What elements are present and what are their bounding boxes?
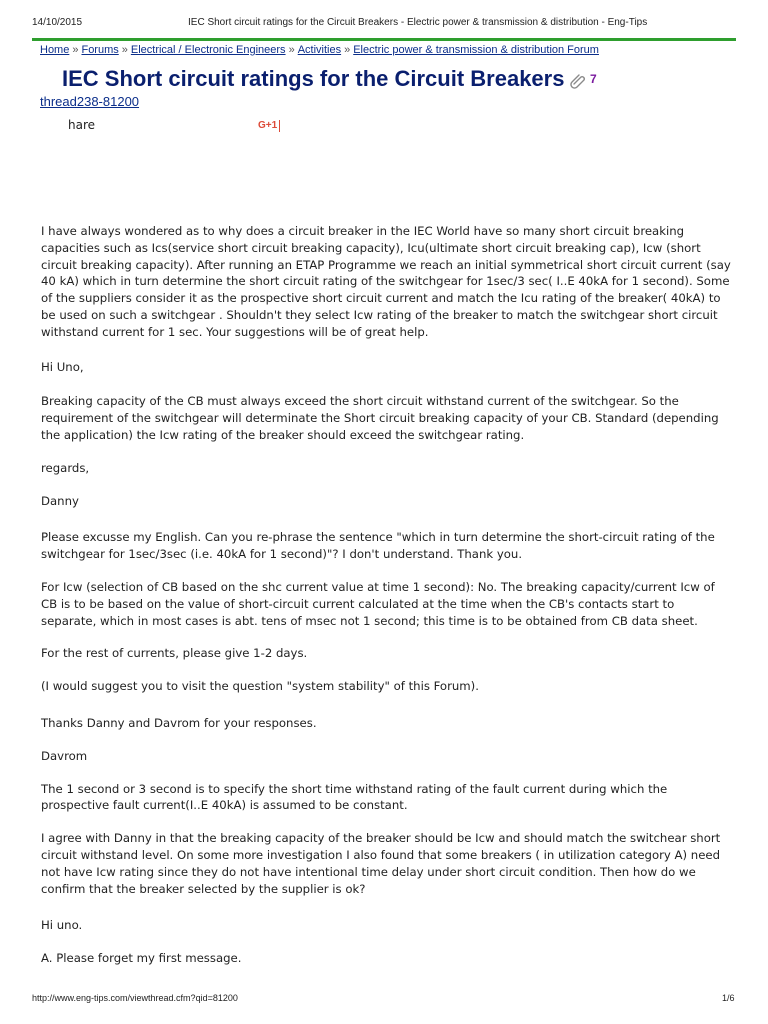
breadcrumb-home[interactable]: Home [40, 44, 70, 56]
vote-count: 7 [590, 72, 597, 86]
post-paragraph: regards, [41, 460, 90, 475]
google-plus-button[interactable]: G+1 [258, 120, 280, 132]
post-paragraph: The 1 second or 3 second is to specify the short time withstand rating of the fault current during which the prospective fault current(I..E 40kA) is assumed to be constant. [41, 781, 668, 813]
breadcrumb-forum[interactable]: Electric power & transmission & distribution Forum [353, 44, 599, 56]
breadcrumb-activities[interactable]: Activities [297, 44, 342, 56]
print-page-title: IEC Short circuit ratings for the Circuit Breakers - Electric power & transmission & distribution - Eng-Tips [188, 17, 648, 28]
breadcrumb-forums[interactable]: Forums [81, 44, 119, 56]
post-paragraph: I have always wondered as to why does a circuit breaker in the IEC World have so many short circuit breaking capacities such as Ics(service short circuit breaking capacity), Icu(ultimate short circuit breaking cap), Icw (short circuit breaking capacity). After running an ETAP Programme we reach an initial symmetrical short circuit current (say 40 kA) which in turn determine the short circuit rating of the switchgear for 1sec/3 sec( I..E 40kA for 1 second). Some of the suppliers consider it as the prospective short circuit current and match the Icu rating of the breaker( 40kA) to be used on such a switchgear . Shouldn't they select Icw rating of the breaker to match the switchgear short circuit withstand current for 1 sec. Your suggestions will be of great help. [41, 224, 731, 339]
thread-title-text: IEC Short circuit ratings for the Circuit Breakers [62, 66, 565, 91]
print-date: 14/10/2015 [32, 17, 83, 28]
post-paragraph: Thanks Danny and Davrom for your responses. [41, 715, 317, 730]
thread-id-link[interactable]: thread238-81200 [40, 94, 140, 109]
posts-container [41, 223, 733, 967]
breadcrumb [40, 44, 740, 56]
breadcrumb-separator: » [72, 44, 79, 56]
print-header [0, 17, 768, 33]
breadcrumb-electrical-engineers[interactable]: Electrical / Electronic Engineers [130, 44, 286, 56]
post-paragraph: Danny [41, 493, 79, 508]
thread-title [62, 64, 588, 94]
page-number: 1/6 [722, 993, 735, 1003]
share-label[interactable]: hare [68, 118, 96, 132]
breadcrumb-separator: » [121, 44, 128, 56]
print-url: http://www.eng-tips.com/viewthread.cfm?qid=81200 [32, 993, 238, 1003]
post-paragraph: Davrom [41, 748, 88, 763]
header-rule [32, 38, 736, 41]
paperclip-icon[interactable] [570, 70, 588, 88]
post-paragraph: I agree with Danny in that the breaking capacity of the breaker should be Icw and should match the switchear short circuit withstand level. On some more investigation I also found that some breakers ( in utilization category A) need not have Icw rating since they do not have intentional time delay under short circuit condition. Then how do we confirm that the breaker selected by the supplier is ok? [41, 831, 721, 896]
breadcrumb-separator: » [288, 44, 295, 56]
post-paragraph: Please excusse my English. Can you re-phrase the sentence "which in turn determine the short-circuit rating of the switchgear for 1sec/3sec (i.e. 40kA for 1 second)"? I don't understand. Thank you. [41, 530, 715, 562]
post-paragraph: For the rest of currents, please give 1-2 days. [41, 646, 308, 661]
post-paragraph: Hi Uno, [41, 359, 84, 374]
post-paragraph: A. Please forget my first message. [41, 951, 242, 966]
post-paragraph: Hi uno. [41, 918, 83, 933]
breadcrumb-separator: » [344, 44, 351, 56]
post-paragraph: Breaking capacity of the CB must always exceed the short circuit withstand current of the switchgear. So the requirement of the switchgear will determinate the Short circuit breaking capacity of your CB. Standard (depending the application) the Icw rating of the breaker should exceed the switchgear rating. [41, 394, 719, 442]
post-paragraph: For Icw (selection of CB based on the shc current value at time 1 second): No. The breaking capacity/current Icw of CB is to be based on the value of short-circuit current calculated at the time when the CB's contacts start to separate, which in most cases is abt. tens of msec not 1 second; this time is to be obtained from CB data sheet. [41, 579, 715, 628]
post-paragraph: (I would suggest you to visit the question "system stability" of this Forum). [41, 679, 479, 694]
